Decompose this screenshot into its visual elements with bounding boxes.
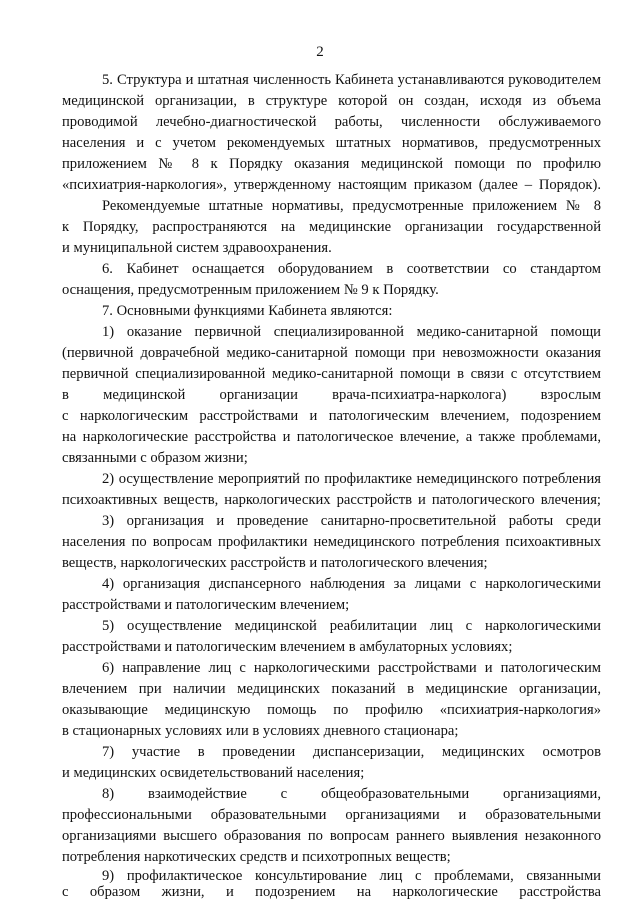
text-line: профессиональными образовательными организациями и образовательными — [62, 807, 601, 823]
text-line: в стационарных условиях или в условиях дневного стационара; — [62, 723, 459, 739]
text-line: к Порядку, распространяются на медицинские организации государственной — [62, 219, 601, 235]
text-line: 5) осуществление медицинской реабилитации лиц с наркологическими — [102, 618, 601, 634]
text-line: влечением при наличии медицинских показаний в медицинские организации, — [62, 681, 601, 697]
text-line: 5. Структура и штатная численность Кабинета устанавливаются руководителем — [102, 72, 601, 88]
text-line: связанными с образом жизни; — [62, 450, 248, 466]
text-line: 6. Кабинет оснащается оборудованием в соответствии со стандартом — [102, 261, 601, 277]
text-line: оказывающие медицинскую помощь по профилю «психиатрия-наркология» — [62, 702, 601, 718]
text-line: с наркологическим расстройствами и патологическим влечением, подозрением — [62, 408, 601, 424]
text-line: 3) организация и проведение санитарно-просветительной работы среди — [102, 513, 601, 529]
text-line: расстройствами и патологическим влечением; — [62, 597, 350, 613]
text-line: приложением № 8 к Порядку оказания медицинской помощи по профилю — [62, 156, 601, 172]
text-line: 2) осуществление мероприятий по профилактике немедицинского потребления — [102, 471, 601, 487]
text-line: населения и с учетом рекомендуемых штатных нормативов, предусмотренных — [62, 135, 601, 151]
text-line: первичной специализированной медико-санитарной помощи в связи с отсутствием — [62, 366, 601, 382]
text-line: 8) взаимодействие с общеобразовательными организациями, — [102, 786, 601, 802]
text-line: и медицинских освидетельствований населения; — [62, 765, 365, 781]
text-line: медицинской организации, в структуре которой он создан, исходя из объема — [62, 93, 601, 109]
text-line: 9) профилактическое консультирование лиц с проблемами, связанными — [102, 868, 601, 884]
text-line: 1) оказание первичной специализированной медико-санитарной помощи — [102, 324, 601, 340]
text-line: оснащения, предусмотренным приложением № 9 к Порядку. — [62, 282, 439, 298]
text-line: проводимой лечебно-диагностической работы, численности обслуживаемого — [62, 114, 601, 130]
text-line: населения по вопросам профилактики немедицинского потребления психоактивных — [62, 534, 601, 550]
text-line: 7. Основными функциями Кабинета являются: — [102, 303, 393, 319]
text-line: расстройствами и патологическим влечением в амбулаторных условиях; — [62, 639, 513, 655]
text-line: «психиатрия-наркология», утвержденному настоящим приказом (далее – Порядок). — [62, 177, 601, 193]
page-number: 2 — [316, 44, 324, 60]
text-line: на наркологические расстройства и патологическое влечение, а также проблемами, — [62, 429, 601, 445]
text-line: потребления наркотических средств и психотропных веществ; — [62, 849, 451, 865]
text-line: веществ, наркологических расстройств и патологического влечения; — [62, 555, 488, 571]
text-line: в медицинской организации врача-психиатра-нарколога) взрослым — [62, 387, 601, 403]
text-line: с образом жизни, и подозрением на наркологические расстройства — [62, 884, 601, 900]
text-line: организациями высшего образования по вопросам раннего выявления незаконного — [62, 828, 601, 844]
text-line: 4) организация диспансерного наблюдения за лицами с наркологическими — [102, 576, 601, 592]
text-line: 7) участие в проведении диспансеризации, медицинских осмотров — [102, 744, 601, 760]
text-line: и муниципальной систем здравоохранения. — [62, 240, 332, 256]
text-line: психоактивных веществ, наркологических расстройств и патологического влечения; — [62, 492, 601, 508]
text-line: (первичной доврачебной медико-санитарной помощи при невозможности оказания — [62, 345, 601, 361]
text-line: 6) направление лиц с наркологическими расстройствами и патологическим — [102, 660, 601, 676]
text-line: Рекомендуемые штатные нормативы, предусмотренные приложением № 8 — [102, 198, 601, 214]
